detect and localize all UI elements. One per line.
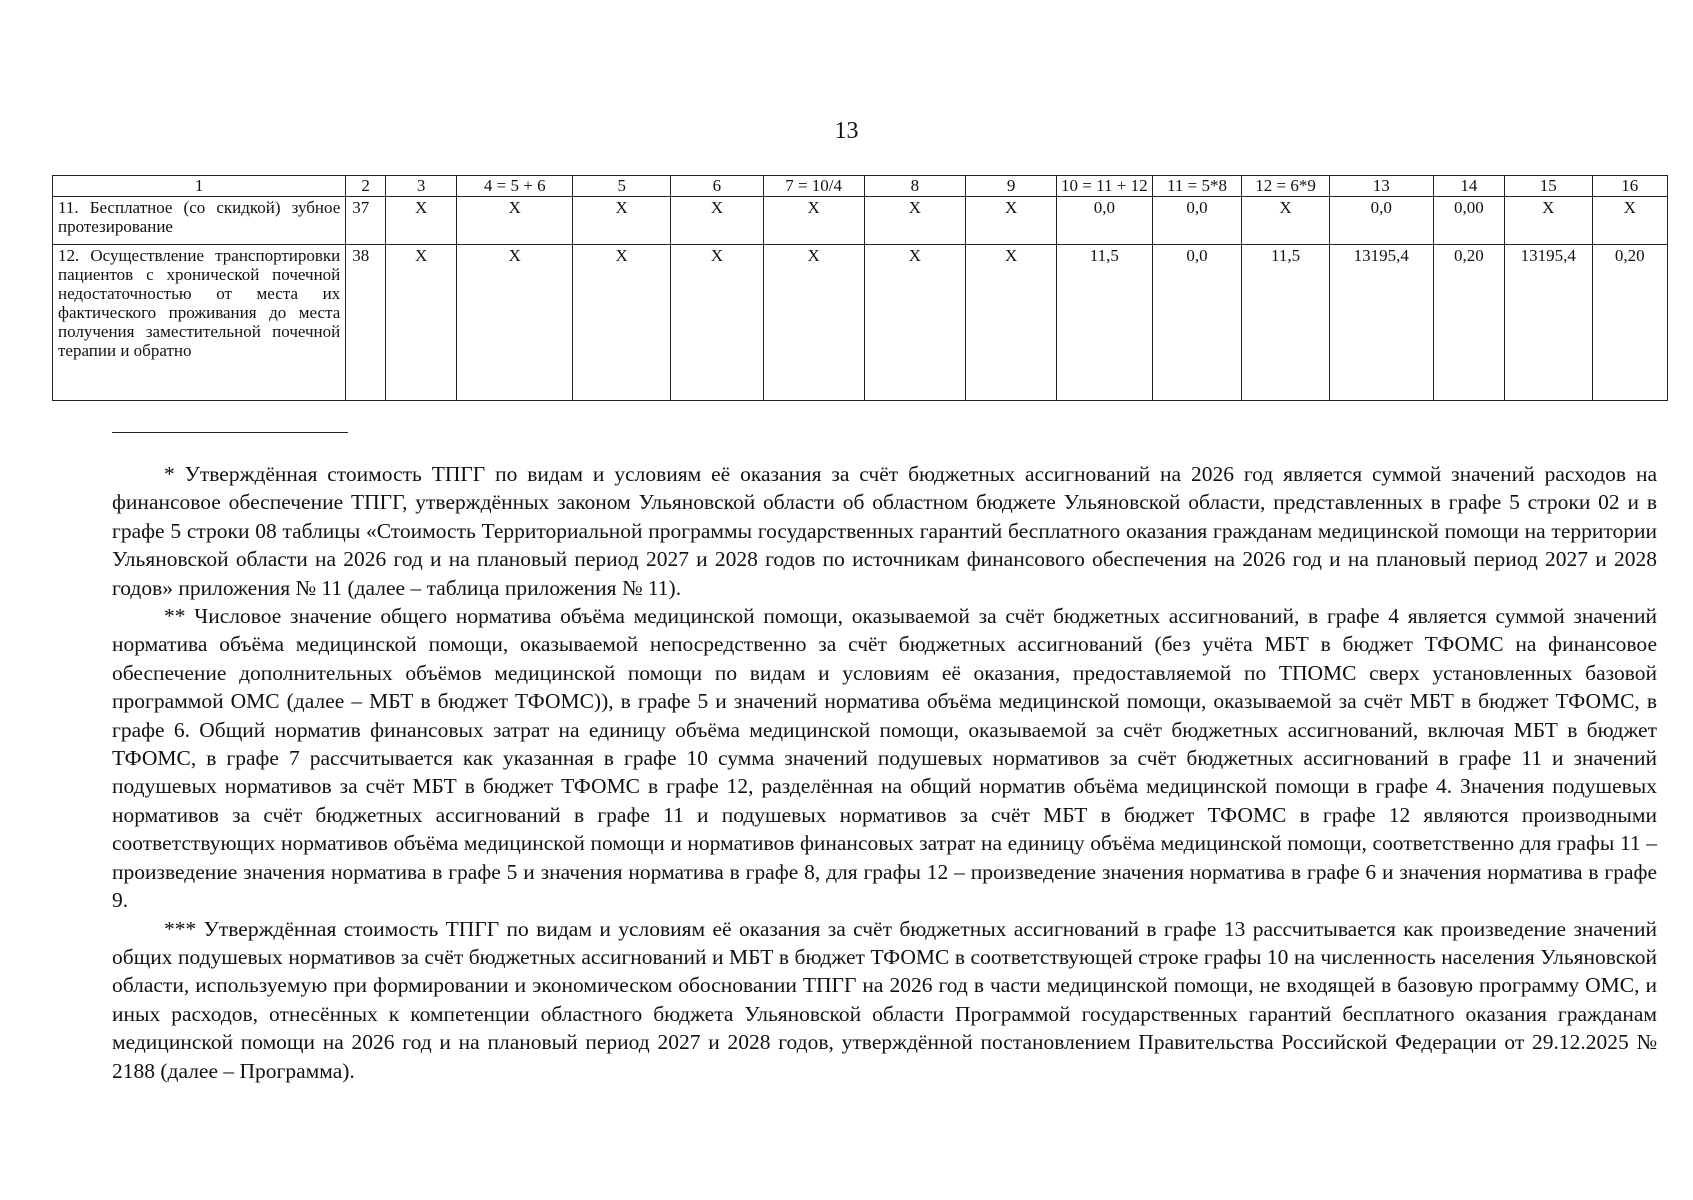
table-cell: X bbox=[671, 197, 764, 245]
table-cell: X bbox=[573, 197, 671, 245]
column-number-header: 14 bbox=[1433, 176, 1504, 197]
data-table bbox=[52, 175, 1668, 401]
table-row bbox=[53, 245, 1668, 401]
footnote-2: ** Числовое значение общего норматива объёма медицинской помощи, оказываемой за счёт бюджетных ассигнований, в графе 4 является суммой значений норматива объёма медицинской помощи, оказываемой непосредственно за счёт бюджетных ассигнований (без учёта МБТ в бюджет ТФОМС на финансовое обеспечение дополнительных объёмов медицинской помощи по видам и условиям её оказания, предоставляемой по ТПОМС сверх установленных базовой программой ОМС (далее – МБТ в бюджет ТФОМС)), в графе 5 и значений норматива объёма медицинской помощи, оказываемой за счёт МБТ в бюджет ТФОМС, в графе 6. Общий норматив финансовых затрат на единицу объёма медицинской помощи, оказываемой за счёт бюджетных ассигнований, включая МБТ в бюджет ТФОМС, в графе 7 рассчитывается как указанная в графе 10 сумма значений подушевых нормативов за счёт бюджетных ассигнований в графе 11 и значений подушевых нормативов за счёт МБТ в бюджет ТФОМС в графе 12, разделённая на общий норматив объёма медицинской помощи в графе 4. Значения подушевых нормативов за счёт бюджетных ассигнований в графе 11 и подушевых нормативов за счёт МБТ в бюджет ТФОМС в графе 12 являются производными соответствующих нормативов объёма медицинской помощи и нормативов финансовых затрат на единицу объёма медицинской помощи, соответственно для графы 11 – произведение значения норматива в графе 5 и значения норматива в графе 8, для графы 12 – произведение значения норматива в графе 6 и значения норматива в графе 9. bbox=[112, 604, 1657, 913]
table-cell: X bbox=[864, 197, 966, 245]
table-cell: X bbox=[864, 245, 966, 401]
column-number-header: 10 = 11 + 12 bbox=[1056, 176, 1152, 197]
table-cell: 0,00 bbox=[1433, 197, 1504, 245]
table-cell: 11,5 bbox=[1056, 245, 1152, 401]
table-cell: 13195,4 bbox=[1329, 245, 1433, 401]
column-number-header: 3 bbox=[385, 176, 456, 197]
table-header-row bbox=[53, 176, 1668, 197]
column-number-header: 7 = 10/4 bbox=[763, 176, 864, 197]
column-number-header: 1 bbox=[53, 176, 346, 197]
table-cell: X bbox=[966, 197, 1057, 245]
column-number-header: 13 bbox=[1329, 176, 1433, 197]
table-cell: X bbox=[573, 245, 671, 401]
footnote-divider bbox=[112, 432, 348, 433]
table-cell: X bbox=[457, 245, 573, 401]
row-name: 11. Бесплатное (со скидкой) зубное протезирование bbox=[53, 197, 346, 245]
table-cell: X bbox=[457, 197, 573, 245]
column-number-header: 12 = 6*9 bbox=[1242, 176, 1330, 197]
row-code: 37 bbox=[346, 197, 386, 245]
table-cell: 0,0 bbox=[1152, 197, 1242, 245]
column-number-header: 16 bbox=[1592, 176, 1667, 197]
footnote-1: * Утверждённая стоимость ТПГГ по видам и условиям её оказания за счёт бюджетных ассигнований на 2026 год является суммой значений расходов на финансовое обеспечение ТПГГ, утверждённых законом Ульяновской области об областном бюджете Ульяновской области, представленных в графе 5 строки 02 и в графе 5 строки 08 таблицы «Стоимость Территориальной программы государственных гарантий бесплатного оказания гражданам медицинской помощи на территории Ульяновской области на 2026 год и на плановый период 2027 и 2028 годов по источникам финансового обеспечения на 2026 год и на плановый период 2027 и 2028 годов» приложения № 11 (далее – таблица приложения № 11). bbox=[112, 462, 1657, 600]
table-cell: X bbox=[1504, 197, 1592, 245]
column-number-header: 9 bbox=[966, 176, 1057, 197]
table-cell: 11,5 bbox=[1242, 245, 1330, 401]
table-cell: X bbox=[671, 245, 764, 401]
table-cell: X bbox=[1592, 197, 1667, 245]
column-number-header: 2 bbox=[346, 176, 386, 197]
table-cell: X bbox=[763, 245, 864, 401]
table-cell: 0,20 bbox=[1433, 245, 1504, 401]
column-number-header: 5 bbox=[573, 176, 671, 197]
footnotes bbox=[112, 460, 1657, 1085]
table-cell: X bbox=[763, 197, 864, 245]
table-cell: 0,0 bbox=[1152, 245, 1242, 401]
table-cell: 13195,4 bbox=[1504, 245, 1592, 401]
row-code: 38 bbox=[346, 245, 386, 401]
table-cell: X bbox=[385, 197, 456, 245]
table-row bbox=[53, 197, 1668, 245]
table-cell: X bbox=[1242, 197, 1330, 245]
row-name: 12. Осуществление транспортировки пациентов с хронической почечной недостаточностью от места их фактического проживания до места получения заместительной почечной терапии и обратно bbox=[53, 245, 346, 401]
column-number-header: 6 bbox=[671, 176, 764, 197]
footnote-3: *** Утверждённая стоимость ТПГГ по видам и условиям её оказания за счёт бюджетных ассигнований в графе 13 рассчитывается как произведение значений общих подушевых нормативов за счёт бюджетных ассигнований и МБТ в бюджет ТФОМС в соответствующей строке графы 10 на численность населения Ульяновской области, используемую при формировании и экономическом обосновании ТПГГ на 2026 год в части медицинской помощи, не входящей в базовую программу ОМС, и иных расходов, отнесённых к компетенции областного бюджета Ульяновской области Программой государственных гарантий бесплатного оказания гражданам медицинской помощи на 2026 год и на плановый период 2027 и 2028 годов, утверждённой постановлением Правительства Российской Федерации от 29.12.2025 № 2188 (далее – Программа). bbox=[112, 916, 1657, 1083]
column-number-header: 11 = 5*8 bbox=[1152, 176, 1242, 197]
table-cell: X bbox=[966, 245, 1057, 401]
table-cell: 0,0 bbox=[1329, 197, 1433, 245]
table-cell: X bbox=[385, 245, 456, 401]
column-number-header: 8 bbox=[864, 176, 966, 197]
column-number-header: 15 bbox=[1504, 176, 1592, 197]
table-cell: 0,0 bbox=[1056, 197, 1152, 245]
column-number-header: 4 = 5 + 6 bbox=[457, 176, 573, 197]
table-cell: 0,20 bbox=[1592, 245, 1667, 401]
page-number: 13 bbox=[834, 118, 859, 144]
